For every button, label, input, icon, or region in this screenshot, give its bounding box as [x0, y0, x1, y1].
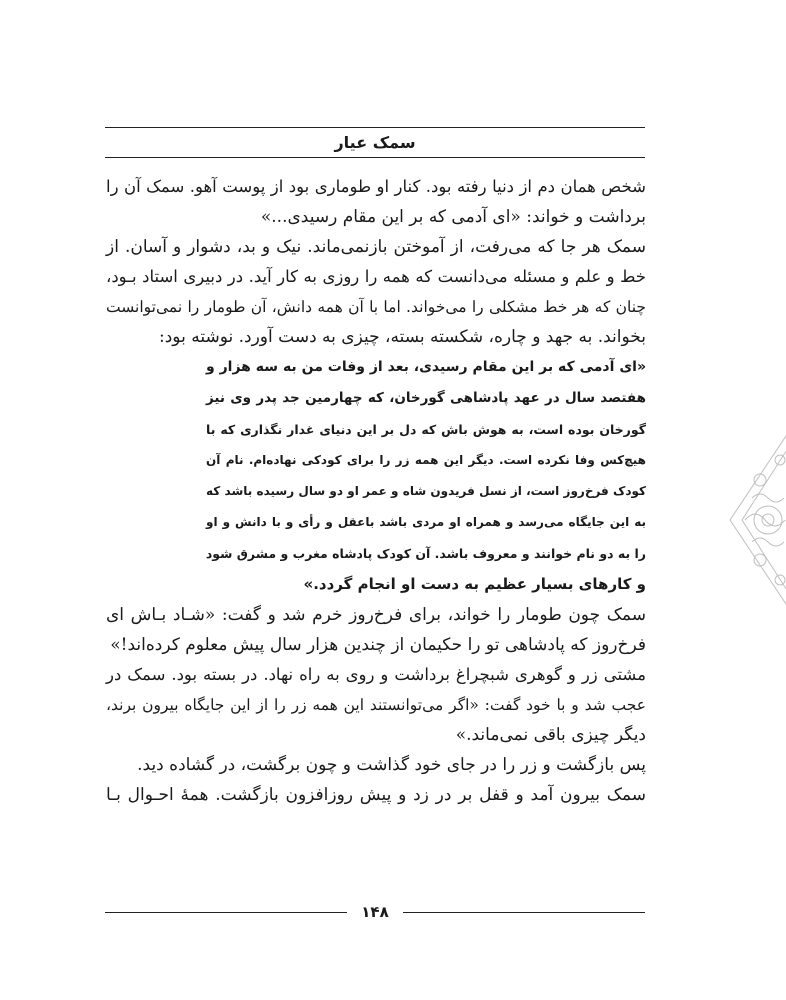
quote-line: کودک فرخ‌روز است، از نسل فریدون شاه و عمر او دو سال رسیده باشد که — [206, 484, 646, 498]
quote-line: «ای آدمی که بر این مقام رسیدی، بعد از وفات من به سه هزار و — [206, 359, 646, 375]
text-line: چنان که هر خط مشکلی را می‌خواند. اما با آن همه دانش، آن طومار را نمی‌توانست — [106, 298, 646, 316]
paragraph — [106, 600, 646, 660]
footer-rule-left — [105, 912, 347, 913]
decorative-ornament-icon — [690, 420, 786, 620]
paragraph — [106, 232, 646, 352]
text-line: سمک بیرون آمد و قفل بر در زد و پیش روزافزون بازگشت. همهٔ احـوال بـا — [106, 785, 646, 805]
quote-line: و کارهای بسیار عظیم به دست او انجام گردد.» — [303, 575, 646, 593]
text-line: پس بازگشت و زر را در جای خود گذاشت و چون برگشت، در گشاده دید. — [137, 755, 646, 775]
page-footer — [105, 903, 645, 921]
page-body — [106, 172, 646, 810]
text-line: سمک هر جا که می‌رفت، از آموختن بازنمی‌ماند. نیک و بد، دشوار و آسان. از — [106, 237, 646, 257]
scroll-quote — [206, 352, 646, 600]
quote-line: به این جایگاه می‌رسد و همراه او مردی باشد باعقل و رأی و با دانش و او — [206, 515, 646, 529]
quote-line: هفتصد سال در عهد پادشاهی گورخان، که چهارمین جد پدر وی نیز — [206, 390, 646, 406]
paragraph — [106, 660, 646, 750]
header-rule-top — [105, 127, 645, 128]
page-number: ۱۴۸ — [361, 903, 389, 921]
paragraph — [106, 750, 646, 810]
paragraph — [106, 172, 646, 232]
text-line: خط و علم و مسئله می‌دانست که همه را روزی به کار آید. در دبیری استاد بـود، — [106, 267, 646, 286]
text-line: برداشت و خواند: «ای آدمی که بر این مقام رسیدی...» — [260, 207, 646, 227]
quote-line: گورخان بوده است، به هوش باش که دل بر این دنیای غدار نگذاری که با — [206, 422, 646, 437]
quote-line: هیچ‌کس وفا نکرده است. دیگر این همه زر را برای کودکی نهاده‌ام. نام آن — [206, 453, 646, 467]
text-line: فرخ‌روز که پادشاهی تو را حکیمان از چندین هزار سال پیش معلوم کرده‌اند!» — [110, 635, 646, 655]
footer-rule-right — [403, 912, 645, 913]
text-line: دیگر چیزی باقی نمی‌ماند.» — [455, 725, 646, 745]
text-line: عجب شد و با خود گفت: «اگر می‌توانستند این همه زر را از این جایگاه بیرون برند، — [106, 696, 646, 714]
quote-line: را به دو نام خوانند و معروف باشد. آن کودک پادشاه مغرب و مشرق شود — [205, 546, 646, 561]
running-title: سمک عیار — [334, 133, 416, 152]
header-rule-bottom — [105, 157, 645, 158]
text-line: بخواند. به جهد و چاره، شکسته بسته، چیزی به دست آورد. نوشته بود: — [158, 327, 646, 347]
text-line: مشتی زر و گوهری شبچراغ برداشت و روی به راه نهاد. در بسته بود. سمک در — [106, 665, 646, 684]
text-line: سمک چون طومار را خواند، برای فرخ‌روز خرم شد و گفت: «شـاد بـاش ای — [106, 605, 646, 625]
text-line: شخص همان دم از دنیا رفته بود. کنار او طوماری بود از پوست آهو. سمک آن را — [106, 177, 646, 196]
